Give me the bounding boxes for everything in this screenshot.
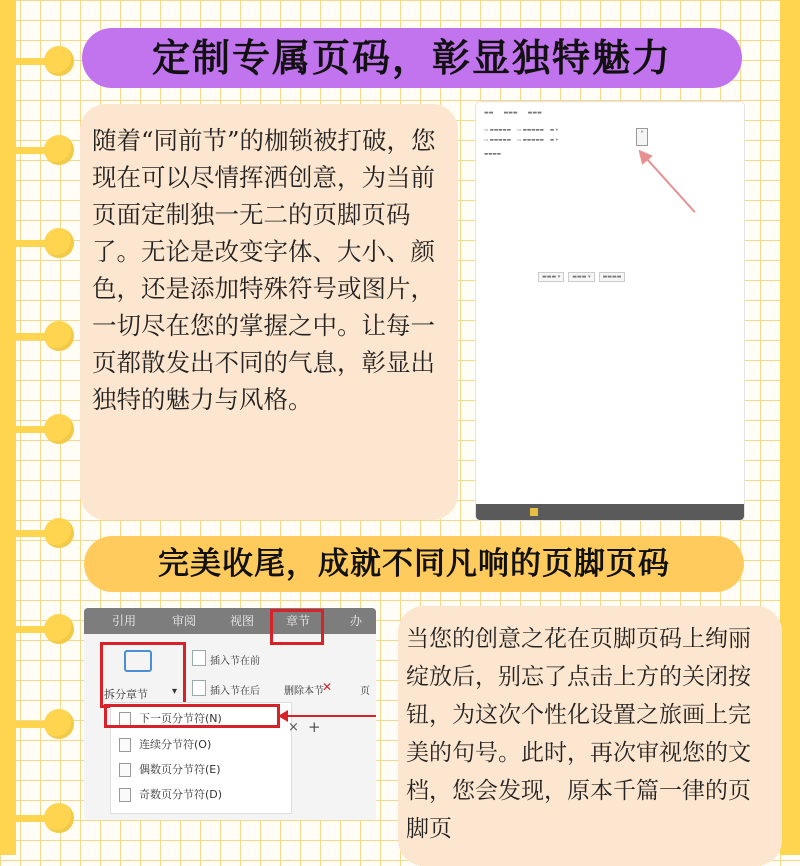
status-icon (530, 508, 538, 516)
screenshot-status-bar (476, 504, 744, 520)
dropdown-arrow-icon: ▾ (172, 686, 178, 697)
tab-reference: 引用 (112, 614, 137, 628)
screenshot-toolbar-row: ▭ ▬▬▬▬▬ ▭ ▬▬▬▬▬ ▬ ▾ (484, 128, 558, 133)
arrow-line (280, 715, 376, 717)
insert-after-label: 插入节在后 (210, 686, 260, 697)
even-page-break-icon (119, 763, 131, 777)
screenshot-ribbon-tabs (84, 608, 376, 634)
binder-ring (44, 228, 74, 258)
binder-ring (44, 614, 74, 644)
menu-item-odd-page: 奇数页分节符(D) (119, 786, 222, 802)
screenshot-section-break-menu (84, 608, 376, 820)
close-button-icon: ✕ (636, 128, 648, 146)
tab-close-icon: × (288, 720, 299, 735)
right-border-strip (780, 0, 800, 855)
arrow-line (641, 152, 696, 213)
section2-paragraph: 当您的创意之花在页脚页码上绚丽绽放后，别忘了点击上方的关闭按钮，为这次个性化设置之旅画上完美的句号。此时，再次审视您的文档，您会发现，原本千篇一律的页脚页 (406, 626, 751, 842)
binder-ring (44, 518, 74, 548)
section1-paragraph: 随着“同前节”的枷锁被打破，您现在可以尽情挥洒创意，为当前页面定制独一无二的页脚页码了。无论是改变字体、大小、颜色，还是添加特殊符号或图片，一切尽在您的掌握之中。让每一页都散发出不同的气息，彰显出独特的魅力与风格。 (92, 126, 436, 414)
section2-text-card (398, 606, 782, 866)
insert-before-icon (192, 650, 206, 666)
menu-item-even-page: 偶数页分节符(E) (119, 761, 221, 777)
section1-text-card (80, 104, 458, 520)
tab-office: 办 (350, 614, 363, 628)
screenshot-footer-bar: ▬▬▬ ▾ ▬▬▬ ▾ ▬▬▬▬ (538, 272, 629, 282)
screenshot-tabs: ▬▬ ▬▬▬ ▬▬▬ (484, 110, 542, 116)
binder-ring (44, 803, 74, 833)
menu-item-continuous: 连续分节符(O) (119, 736, 211, 752)
screenshot-close-button-illustration (476, 102, 744, 520)
binder-ring (44, 321, 74, 351)
tab-review: 审阅 (172, 614, 197, 628)
insert-after-icon (192, 680, 206, 696)
binder-ring (44, 135, 74, 165)
binder-ring (44, 709, 74, 739)
tab-chapter: 章节 (286, 614, 311, 628)
tab-view: 视图 (230, 614, 255, 628)
tab-add-icon: + (308, 718, 321, 736)
screenshot-document-text: ▬▬▬▬ (484, 152, 502, 157)
continuous-break-icon (119, 738, 131, 752)
delete-section-icon: ✕ (322, 680, 333, 694)
menu-item-next-page: 下一页分节符(N) (119, 710, 222, 726)
odd-page-break-icon (119, 788, 131, 802)
binder-ring (44, 414, 74, 444)
insert-before-label: 插入节在前 (210, 656, 260, 667)
delete-section-label: 删除本节 (284, 686, 324, 697)
chapter-tab-highlight (270, 609, 324, 645)
section-title-banner: 定制专属页码，彰显独特魅力 (82, 28, 742, 88)
split-chapter-label: 拆分章节 (104, 688, 148, 701)
page-label: 页 (360, 686, 370, 697)
binder-ring (44, 46, 74, 76)
screenshot-toolbar-row: ▭ ▬▬▬▬▬ ▭ ▬▬▬▬▬ ▬ ▾ (484, 138, 558, 143)
split-chapter-highlight (100, 642, 186, 708)
section-title-banner: 完美收尾，成就不同凡响的页脚页码 (84, 536, 744, 592)
next-page-highlight (104, 704, 280, 728)
